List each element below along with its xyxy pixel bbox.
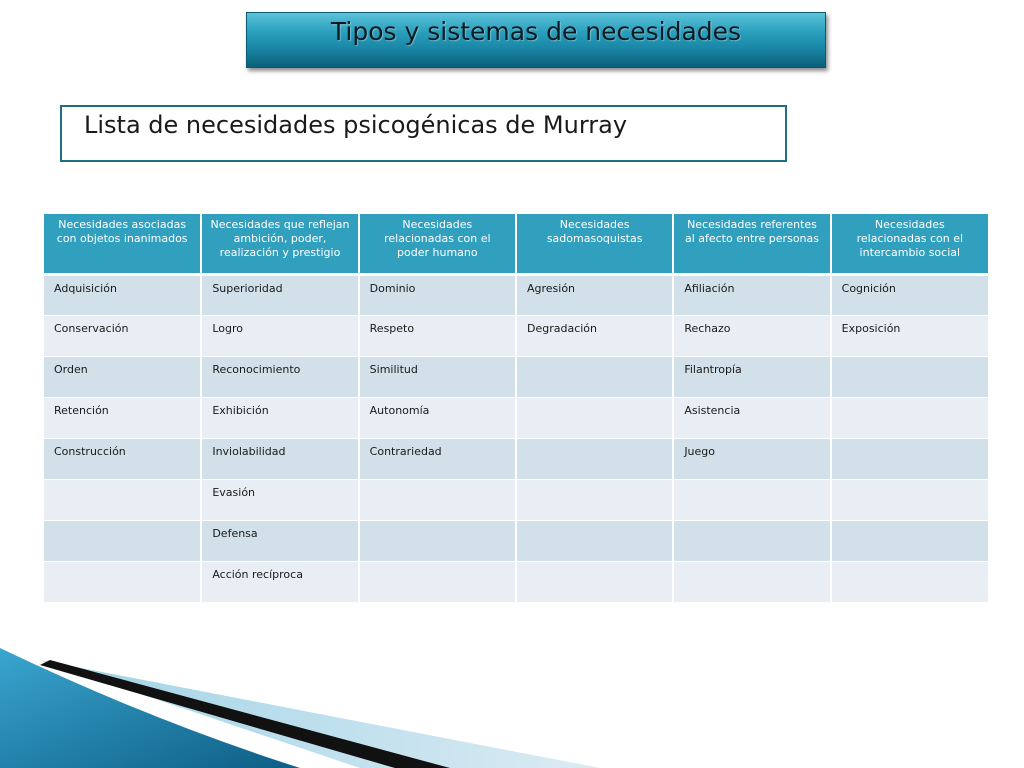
needs-table xyxy=(44,214,988,603)
table-cell: Acción recíproca xyxy=(201,561,358,602)
slide-subtitle: Lista de necesidades psicogénicas de Murray xyxy=(84,111,628,139)
table-cell xyxy=(831,356,988,397)
table-cell xyxy=(673,520,830,561)
table-cell xyxy=(516,438,673,479)
header-social-exchange: Necesidades relacionadas con el intercambio social xyxy=(831,214,988,274)
title-banner xyxy=(246,12,826,68)
table-cell: Juego xyxy=(673,438,830,479)
table-cell: Respeto xyxy=(359,315,516,356)
table-cell: Afiliación xyxy=(673,274,830,315)
table-cell: Construcción xyxy=(44,438,201,479)
header-inanimate: Necesidades asociadas con objetos inanimados xyxy=(44,214,201,274)
table-cell: Exhibición xyxy=(201,397,358,438)
header-human-power: Necesidades relacionadas con el poder humano xyxy=(359,214,516,274)
table-row xyxy=(44,397,988,438)
subtitle-box xyxy=(60,105,787,162)
table-cell: Autonomía xyxy=(359,397,516,438)
table-cell xyxy=(359,520,516,561)
table-cell: Rechazo xyxy=(673,315,830,356)
corner-blue-shape xyxy=(0,648,300,768)
table-cell: Evasión xyxy=(201,479,358,520)
table-cell: Reconocimiento xyxy=(201,356,358,397)
table-cell: Contrariedad xyxy=(359,438,516,479)
table-cell xyxy=(831,438,988,479)
table-row xyxy=(44,274,988,315)
table-cell xyxy=(516,356,673,397)
table-cell xyxy=(516,561,673,602)
table-cell: Defensa xyxy=(201,520,358,561)
table-cell xyxy=(359,561,516,602)
table-cell: Retención xyxy=(44,397,201,438)
header-sadomasochistic: Necesidades sadomasoquistas xyxy=(516,214,673,274)
header-ambition: Necesidades que reflejan ambición, poder, realización y prestigio xyxy=(201,214,358,274)
table-cell: Logro xyxy=(201,315,358,356)
table-cell xyxy=(44,520,201,561)
corner-black-stripe xyxy=(40,660,450,768)
table-cell xyxy=(831,479,988,520)
table-cell: Degradación xyxy=(516,315,673,356)
table-cell: Filantropía xyxy=(673,356,830,397)
table-cell: Exposición xyxy=(831,315,988,356)
table-cell xyxy=(359,479,516,520)
table-cell xyxy=(831,397,988,438)
table-cell xyxy=(516,479,673,520)
table-cell: Superioridad xyxy=(201,274,358,315)
table-row xyxy=(44,315,988,356)
table-header-row xyxy=(44,214,988,274)
table-cell: Agresión xyxy=(516,274,673,315)
table-row xyxy=(44,520,988,561)
table-cell xyxy=(673,561,830,602)
table-cell: Cognición xyxy=(831,274,988,315)
table-cell: Conservación xyxy=(44,315,201,356)
table-cell xyxy=(831,520,988,561)
table-cell xyxy=(516,520,673,561)
table-cell xyxy=(44,561,201,602)
table-row xyxy=(44,356,988,397)
table-cell: Orden xyxy=(44,356,201,397)
table-cell: Dominio xyxy=(359,274,516,315)
table-cell: Asistencia xyxy=(673,397,830,438)
table-row xyxy=(44,438,988,479)
table-cell xyxy=(831,561,988,602)
table-cell: Inviolabilidad xyxy=(201,438,358,479)
table-cell xyxy=(673,479,830,520)
table-row xyxy=(44,479,988,520)
corner-light-shape xyxy=(40,660,600,768)
table-cell xyxy=(516,397,673,438)
table-cell xyxy=(44,479,201,520)
table-cell: Similitud xyxy=(359,356,516,397)
table-row xyxy=(44,561,988,602)
table-cell: Adquisición xyxy=(44,274,201,315)
slide-title: Tipos y sistemas de necesidades xyxy=(330,17,742,46)
header-affection: Necesidades referentes al afecto entre personas xyxy=(673,214,830,274)
